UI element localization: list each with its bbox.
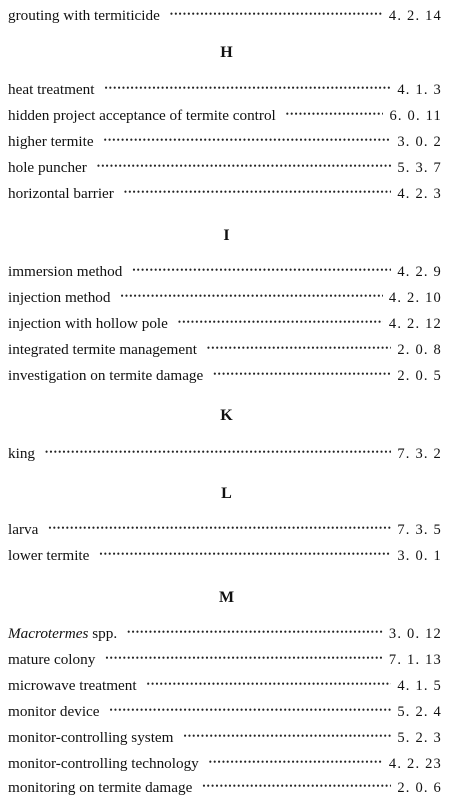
dot-leader [132, 260, 391, 280]
index-term: lower termite [8, 547, 90, 564]
index-entry [8, 314, 442, 334]
dot-leader [48, 518, 391, 538]
index-term [8, 624, 117, 644]
index-entry [8, 106, 442, 126]
index-term: injection method [8, 289, 111, 306]
index-term-rest: spp. [88, 625, 118, 642]
index-entry [8, 444, 442, 464]
dot-leader [105, 648, 383, 668]
index-ref: 4. 2. 10 [388, 290, 442, 306]
index-ref: 4. 1. 5 [397, 678, 442, 694]
index-ref: 4. 1. 3 [397, 82, 442, 98]
index-entry [8, 778, 442, 798]
index-term: mature colony [8, 651, 96, 668]
index-term: grouting with termiticide [8, 7, 160, 24]
index-term: monitor-controlling system [8, 729, 174, 746]
index-term: microwave treatment [8, 677, 137, 694]
index-entry [8, 728, 442, 748]
index-term: hidden project acceptance of termite control [8, 107, 276, 124]
index-entry [8, 546, 442, 566]
index-ref: 7. 1. 13 [388, 652, 442, 668]
index-term: integrated termite management [8, 341, 197, 358]
section-letter-i: I [223, 227, 230, 244]
index-ref: 4. 2. 9 [397, 264, 442, 280]
dot-leader [121, 286, 383, 306]
index-ref: 5. 2. 3 [397, 730, 442, 746]
index-entry [8, 288, 442, 308]
dot-leader [104, 130, 392, 150]
index-term: heat treatment [8, 81, 95, 98]
index-term: higher termite [8, 133, 94, 150]
index-entry [8, 80, 442, 100]
dot-leader [202, 776, 391, 796]
section-letter-h: H [220, 44, 233, 61]
index-term-italic: Macrotermes [8, 625, 89, 642]
index-term: larva [8, 521, 39, 538]
dot-leader [170, 4, 383, 24]
index-term: monitoring on termite damage [8, 779, 193, 796]
index-entry [8, 676, 442, 696]
index-entry [8, 366, 442, 386]
index-ref: 3. 0. 2 [397, 134, 442, 150]
index-entry [8, 650, 442, 670]
section-letter-m: M [218, 589, 235, 606]
index-term: investigation on termite damage [8, 367, 204, 384]
index-ref: 4. 2. 14 [388, 8, 442, 24]
index-term: horizontal barrier [8, 185, 114, 202]
index-term: monitor-controlling technology [8, 755, 199, 772]
index-ref: 2. 0. 6 [397, 780, 442, 796]
index-ref: 5. 3. 7 [397, 160, 442, 176]
index-term: monitor device [8, 703, 100, 720]
index-ref: 4. 2. 23 [388, 756, 442, 772]
index-ref: 3. 0. 1 [397, 548, 442, 564]
index-entry [8, 624, 442, 644]
index-ref: 3. 0. 12 [388, 626, 442, 642]
index-ref: 2. 0. 5 [397, 368, 442, 384]
index-entry [8, 6, 442, 26]
index-term: injection with hollow pole [8, 315, 168, 332]
index-entry [8, 754, 442, 774]
index-ref: 7. 3. 2 [397, 446, 442, 462]
dot-leader [213, 364, 391, 384]
dot-leader [110, 700, 392, 720]
index-term: immersion method [8, 263, 123, 280]
index-ref: 5. 2. 4 [397, 704, 442, 720]
index-entry [8, 340, 442, 360]
dot-leader [209, 752, 383, 772]
section-letter-l: L [221, 485, 232, 502]
index-term: hole puncher [8, 159, 87, 176]
dot-leader [207, 338, 391, 358]
index-ref: 6. 0. 11 [389, 108, 442, 124]
dot-leader [178, 312, 383, 332]
index-entry [8, 262, 442, 282]
section-letter-k: K [220, 407, 233, 424]
index-entry [8, 158, 442, 178]
dot-leader [97, 156, 391, 176]
dot-leader [99, 544, 391, 564]
index-ref: 2. 0. 8 [397, 342, 442, 358]
index-entry [8, 132, 442, 152]
index-ref: 7. 3. 5 [397, 522, 442, 538]
dot-leader [147, 674, 392, 694]
index-ref: 4. 2. 3 [397, 186, 442, 202]
index-entry [8, 520, 442, 540]
index-entry [8, 702, 442, 722]
dot-leader [124, 182, 392, 202]
dot-leader [127, 622, 383, 642]
dot-leader [286, 104, 384, 124]
dot-leader [45, 442, 391, 462]
index-entry [8, 184, 442, 204]
dot-leader [183, 726, 391, 746]
index-term: king [8, 445, 36, 462]
index-ref: 4. 2. 12 [388, 316, 442, 332]
dot-leader [104, 78, 391, 98]
